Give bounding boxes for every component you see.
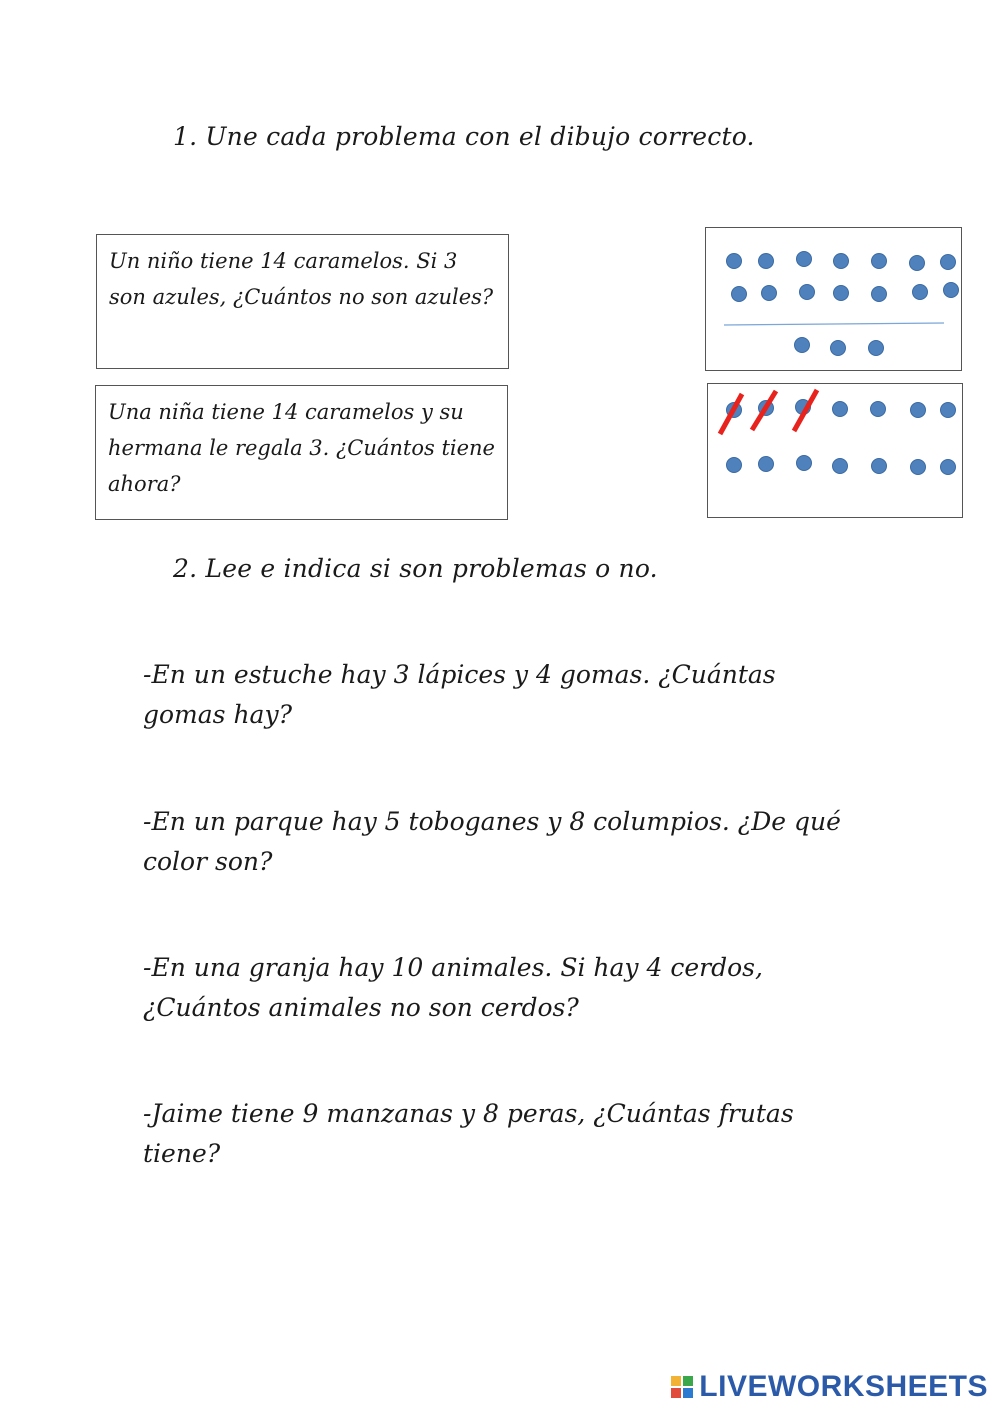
dots-group-addition-icon [706, 228, 963, 372]
problem-box-1[interactable] [96, 234, 509, 369]
section-2-title: 2. Lee e indica si son problemas o no. [173, 554, 658, 583]
statement-2[interactable] [143, 802, 863, 882]
picture-box-1[interactable] [705, 227, 962, 371]
dots-row-bottom [727, 456, 956, 475]
statement-text: -En una granja hay 10 animales. Si hay 4 cerdos, ¿Cuántos animales no son cerdos? [143, 953, 763, 1022]
statement-text: -En un parque hay 5 toboganes y 8 columpios. ¿De qué color son? [143, 807, 841, 876]
brand-logo-icon [671, 1376, 693, 1398]
dots-group-subtraction-icon [708, 384, 964, 519]
statement-4[interactable] [143, 1094, 863, 1174]
dots-row-top [727, 252, 956, 271]
liveworksheets-logo [671, 1370, 988, 1404]
statement-3[interactable] [143, 948, 863, 1028]
picture-box-2[interactable] [707, 383, 963, 518]
problem-text-2: Una niña tiene 14 caramelos y su hermana le regala 3. ¿Cuántos tiene ahora? [108, 400, 495, 496]
section-1-title: 1. Une cada problema con el dibujo correcto. [173, 122, 755, 151]
dots-row-bottom [795, 338, 884, 356]
problem-text-1: Un niño tiene 14 caramelos. Si 3 son azules, ¿Cuántos no son azules? [109, 249, 494, 309]
statement-1[interactable] [143, 655, 863, 735]
dots-row-middle [732, 283, 959, 302]
separator-line [724, 323, 944, 325]
statement-text: -Jaime tiene 9 manzanas y 8 peras, ¿Cuántas frutas tiene? [143, 1099, 794, 1168]
statement-text: -En un estuche hay 3 lápices y 4 gomas. ¿Cuántas gomas hay? [143, 660, 776, 729]
brand-name: LIVEWORKSHEETS [699, 1370, 988, 1403]
problem-box-2[interactable] [95, 385, 508, 520]
